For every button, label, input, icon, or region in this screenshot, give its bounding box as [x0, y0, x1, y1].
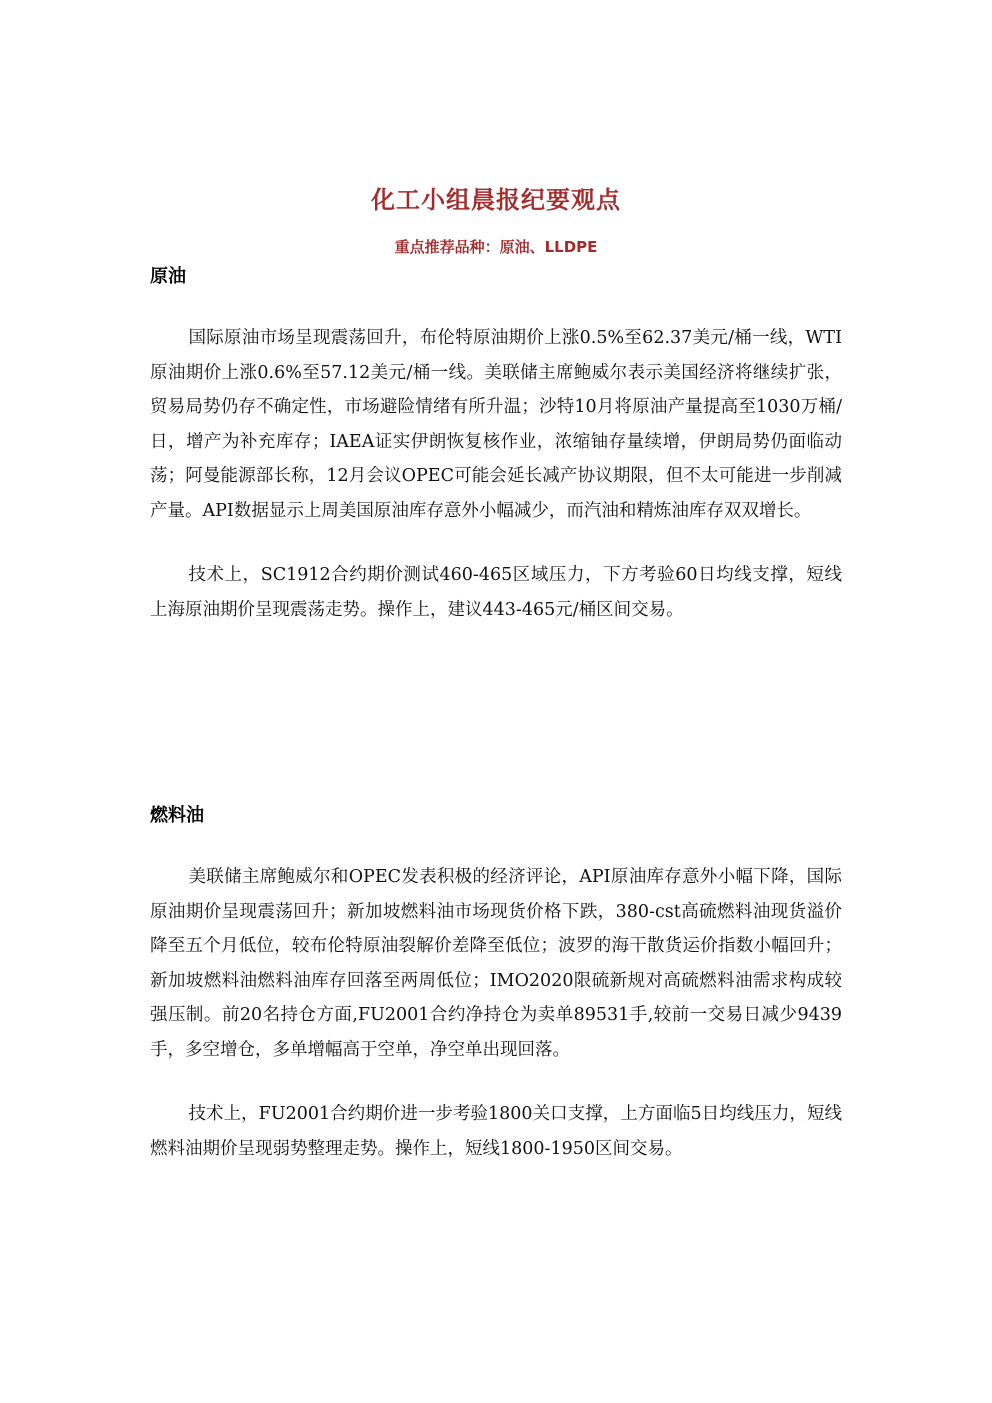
section-heading: 燃料油 [150, 805, 204, 826]
paragraph: 美联储主席鲍威尔和OPEC发表积极的经济评论，API原油库存意外小幅下降，国际原油期价呈现震荡回升；新加坡燃料油市场现货价格下跌，380-cst高硫燃料油现货溢价降至五个月低位，较布伦特原油裂解价差降至低位；波罗的海干散货运价指数小幅回升；新加坡燃料油燃料油库存回落至两周低位；IMO2020限硫新规对高硫燃料油需求构成较强压制。前20名持仓方面,FU2001合约净持仓为卖单89531手,较前一交易日减少9439手，多空增仓，多单增幅高于空单，净空单出现回落。 [150, 867, 842, 1060]
document-title: 化工小组晨报纪要观点 [371, 186, 621, 214]
section-crude-oil [150, 263, 842, 627]
paragraph: 国际原油市场呈现震荡回升，布伦特原油期价上涨0.5%至62.37美元/桶一线，WTI原油期价上涨0.6%至57.12美元/桶一线。美联储主席鲍威尔表示美国经济将继续扩张，贸易局势仍存不确定性，市场避险情绪有所升温；沙特10月将原油产量提高至1030万桶/日，增产为补充库存；IAEA证实伊朗恢复核作业，浓缩铀存量续增，伊朗局势仍面临动荡；阿曼能源部长称，12月会议OPEC可能会延长减产协议期限，但不太可能进一步削减产量。API数据显示上周美国原油库存意外小幅减少，而汽油和精炼油库存双双增长。 [150, 328, 842, 521]
section-heading: 原油 [150, 266, 186, 287]
paragraph: 技术上，SC1912合约期价测试460-465区域压力，下方考验60日均线支撑，短线上海原油期价呈现震荡走势。操作上，建议443-465元/桶区间交易。 [150, 565, 842, 620]
paragraph: 技术上，FU2001合约期价进一步考验1800关口支撑，上方面临5日均线压力，短线燃料油期价呈现弱势整理走势。操作上，短线1800-1950区间交易。 [150, 1104, 842, 1159]
document-subtitle: 重点推荐品种：原油、LLDPE [394, 238, 598, 256]
section-fuel-oil [150, 802, 842, 1166]
